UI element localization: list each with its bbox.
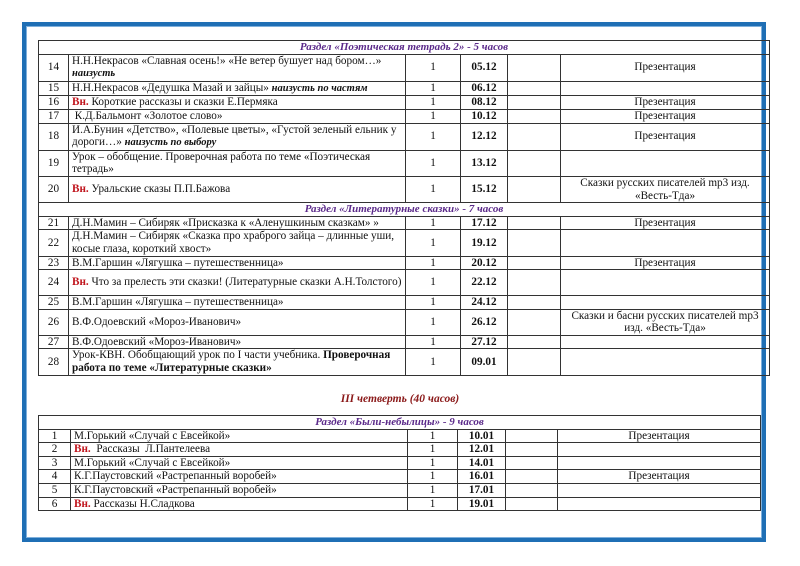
lesson-topic <box>71 443 408 457</box>
resource <box>558 497 761 511</box>
date: 13.12 <box>461 150 508 176</box>
lesson-number: 6 <box>39 497 71 511</box>
topic-text: Рассказы Л.Пантелеева <box>93 443 211 456</box>
section-title: Раздел «Литературные сказки» - 7 часов <box>39 203 770 217</box>
extra-cell <box>506 456 558 470</box>
extra-cell <box>508 54 561 81</box>
lesson-number: 14 <box>39 54 69 81</box>
hours: 1 <box>406 150 461 176</box>
topic-note: наизусть по выбору <box>124 137 217 149</box>
lesson-topic <box>69 123 406 150</box>
lesson-number: 2 <box>39 443 71 457</box>
lesson-plan-table-q2 <box>38 40 770 376</box>
extra-cell <box>508 123 561 150</box>
extra-cell <box>508 309 561 335</box>
hours: 1 <box>408 497 458 511</box>
date: 12.12 <box>461 123 508 150</box>
table-row <box>39 497 761 511</box>
extracurricular-marker: Вн. <box>72 183 89 196</box>
resource <box>561 81 770 96</box>
topic-text: М.Горький «Случай с Евсейкой» <box>74 429 231 442</box>
table-row <box>39 54 770 81</box>
topic-text: Урок-КВН. Обобщающий урок по I части учебника. <box>72 349 321 362</box>
section-title: Раздел «Поэтическая тетрадь 2» - 5 часов <box>39 41 770 55</box>
date: 26.12 <box>461 309 508 335</box>
lesson-number: 24 <box>39 270 69 296</box>
lesson-topic <box>69 349 406 375</box>
resource <box>561 349 770 375</box>
extracurricular-marker: Вн. <box>74 497 91 510</box>
lesson-number: 23 <box>39 256 69 270</box>
extra-cell <box>508 349 561 375</box>
section-header-poetry <box>39 41 770 55</box>
hours: 1 <box>406 54 461 81</box>
lesson-topic <box>69 109 406 123</box>
topic-text: Д.Н.Мамин – Сибиряк «Присказка к «Аленушкиным сказкам» » <box>72 216 379 229</box>
extra-cell <box>506 443 558 457</box>
lesson-number: 25 <box>39 296 69 310</box>
date: 16.01 <box>458 470 506 484</box>
lesson-number: 16 <box>39 96 69 110</box>
date: 17.12 <box>461 216 508 230</box>
date: 20.12 <box>461 256 508 270</box>
date: 19.01 <box>458 497 506 511</box>
resource <box>558 443 761 457</box>
date: 19.12 <box>461 230 508 256</box>
topic-text: Короткие рассказы и сказки Е.Пермяка <box>91 96 278 109</box>
resource: Презентация <box>558 429 761 443</box>
topic-text: В.М.Гаршин «Лягушка – путешественница» <box>72 256 284 269</box>
table-row <box>39 256 770 270</box>
extra-cell <box>508 96 561 110</box>
extra-cell <box>508 216 561 230</box>
table-row <box>39 443 761 457</box>
resource: Презентация <box>561 123 770 150</box>
extra-cell <box>508 81 561 96</box>
table-row <box>39 216 770 230</box>
lesson-topic <box>69 176 406 202</box>
resource <box>558 483 761 497</box>
lesson-number: 3 <box>39 456 71 470</box>
hours: 1 <box>406 96 461 110</box>
topic-text: Рассказы Н.Сладкова <box>93 497 195 510</box>
lesson-number: 21 <box>39 216 69 230</box>
lesson-topic <box>71 429 408 443</box>
lesson-topic <box>69 296 406 310</box>
section-title: Раздел «Были-небылицы» - 9 часов <box>39 416 761 430</box>
lesson-number: 4 <box>39 470 71 484</box>
topic-text: Н.Н.Некрасов «Славная осень!» «Не ветер бушует над бором…» <box>72 54 382 67</box>
resource <box>561 150 770 176</box>
resource: Презентация <box>561 216 770 230</box>
lesson-topic <box>69 309 406 335</box>
lesson-number: 15 <box>39 81 69 96</box>
lesson-number: 19 <box>39 150 69 176</box>
lesson-topic <box>71 483 408 497</box>
resource <box>561 230 770 256</box>
hours: 1 <box>406 296 461 310</box>
topic-text: В.М.Гаршин «Лягушка – путешественница» <box>72 296 284 309</box>
hours: 1 <box>408 483 458 497</box>
hours: 1 <box>408 470 458 484</box>
extra-cell <box>508 176 561 202</box>
extra-cell <box>506 470 558 484</box>
topic-text: Уральские сказы П.П.Бажова <box>91 183 231 196</box>
resource <box>561 296 770 310</box>
table-row <box>39 335 770 349</box>
lesson-topic <box>69 54 406 81</box>
date: 15.12 <box>461 176 508 202</box>
resource: Сказки и басни русских писателей mp3 изд. «Весть-Тда» <box>561 309 770 335</box>
topic-text: М.Горький «Случай с Евсейкой» <box>74 456 231 469</box>
date: 06.12 <box>461 81 508 96</box>
table-row <box>39 150 770 176</box>
table-row <box>39 230 770 256</box>
lesson-topic <box>69 230 406 256</box>
date: 09.01 <box>461 349 508 375</box>
extra-cell <box>508 230 561 256</box>
extracurricular-marker: Вн. <box>74 443 91 456</box>
table-row <box>39 296 770 310</box>
date: 05.12 <box>461 54 508 81</box>
resource <box>561 335 770 349</box>
resource: Презентация <box>561 54 770 81</box>
table-row <box>39 470 761 484</box>
lesson-topic <box>69 256 406 270</box>
extra-cell <box>508 270 561 296</box>
resource: Презентация <box>561 256 770 270</box>
topic-text: К.Г.Паустовский «Растрепанный воробей» <box>74 470 277 483</box>
date: 22.12 <box>461 270 508 296</box>
lesson-number: 5 <box>39 483 71 497</box>
hours: 1 <box>406 335 461 349</box>
topic-text: Н.Н.Некрасов «Дедушка Мазай и зайцы» <box>72 81 269 94</box>
topic-text: В.Ф.Одоевский «Мороз-Иванович» <box>72 335 242 348</box>
table-row <box>39 96 770 110</box>
extra-cell <box>508 256 561 270</box>
table-row <box>39 456 761 470</box>
hours: 1 <box>406 216 461 230</box>
lesson-number: 1 <box>39 429 71 443</box>
lesson-topic <box>69 150 406 176</box>
extra-cell <box>506 497 558 511</box>
extracurricular-marker: Вн. <box>72 96 89 109</box>
lesson-topic <box>69 270 406 296</box>
lesson-number: 27 <box>39 335 69 349</box>
topic-text: Д.Н.Мамин – Сибиряк «Сказка про храброго зайца – длинные уши, косые глаза, короткий хвост» <box>72 230 395 255</box>
hours: 1 <box>406 270 461 296</box>
date: 17.01 <box>458 483 506 497</box>
resource: Презентация <box>561 109 770 123</box>
lesson-topic <box>69 335 406 349</box>
extra-cell <box>506 483 558 497</box>
resource: Презентация <box>561 96 770 110</box>
topic-text: Урок – обобщение. Проверочная работа по теме «Поэтическая тетрадь» <box>72 150 371 176</box>
table-row <box>39 429 761 443</box>
lesson-topic <box>71 456 408 470</box>
resource <box>561 270 770 296</box>
hours: 1 <box>406 81 461 96</box>
topic-bold-text: Проверочная работа по теме «Литературные сказки» <box>72 349 391 375</box>
date: 24.12 <box>461 296 508 310</box>
topic-text: К.Г.Паустовский «Растрепанный воробей» <box>74 483 277 496</box>
hours: 1 <box>408 429 458 443</box>
lesson-plan-table-q3 <box>38 415 761 511</box>
topic-text: К.Д.Бальмонт «Золотое слово» <box>72 109 223 122</box>
topic-text: И.А.Бунин «Детство», «Полевые цветы», «Густой зеленый ельник у дороги…» <box>72 123 397 149</box>
table-row <box>39 81 770 96</box>
resource: Презентация <box>558 470 761 484</box>
extra-cell <box>508 109 561 123</box>
table-row <box>39 123 770 150</box>
extracurricular-marker: Вн. <box>72 276 89 289</box>
extra-cell <box>508 335 561 349</box>
table-row <box>39 309 770 335</box>
lesson-number: 22 <box>39 230 69 256</box>
topic-note: наизусть по частям <box>271 82 368 94</box>
lesson-topic <box>69 81 406 96</box>
date: 12.01 <box>458 443 506 457</box>
hours: 1 <box>408 456 458 470</box>
date: 10.12 <box>461 109 508 123</box>
section-header-literary-tales <box>39 203 770 217</box>
hours: 1 <box>406 123 461 150</box>
quarter-title: III четверть (40 часов) <box>340 393 460 405</box>
date: 08.12 <box>461 96 508 110</box>
lesson-number: 26 <box>39 309 69 335</box>
lesson-topic <box>71 497 408 511</box>
topic-note: наизусть <box>72 68 116 80</box>
lesson-topic <box>71 470 408 484</box>
section-header-tall-tales <box>39 416 761 430</box>
hours: 1 <box>406 309 461 335</box>
date: 10.01 <box>458 429 506 443</box>
lesson-number: 18 <box>39 123 69 150</box>
lesson-number: 20 <box>39 176 69 202</box>
extra-cell <box>508 150 561 176</box>
resource <box>558 456 761 470</box>
resource: Сказки русских писателей mp3 изд. «Весть-Тда» <box>561 176 770 202</box>
topic-text: Что за прелесть эти сказки! (Литературные сказки А.Н.Толстого) <box>91 276 402 289</box>
table-row <box>39 176 770 202</box>
lesson-number: 28 <box>39 349 69 375</box>
hours: 1 <box>406 230 461 256</box>
table-row <box>39 349 770 375</box>
hours: 1 <box>406 349 461 375</box>
table-row <box>39 270 770 296</box>
date: 14.01 <box>458 456 506 470</box>
lesson-topic <box>69 96 406 110</box>
extra-cell <box>506 429 558 443</box>
extra-cell <box>508 296 561 310</box>
hours: 1 <box>406 256 461 270</box>
lesson-number: 17 <box>39 109 69 123</box>
date: 27.12 <box>461 335 508 349</box>
hours: 1 <box>408 443 458 457</box>
table-row <box>39 483 761 497</box>
topic-text: В.Ф.Одоевский «Мороз-Иванович» <box>72 315 242 328</box>
lesson-topic <box>69 216 406 230</box>
hours: 1 <box>406 176 461 202</box>
table-row <box>39 109 770 123</box>
hours: 1 <box>406 109 461 123</box>
